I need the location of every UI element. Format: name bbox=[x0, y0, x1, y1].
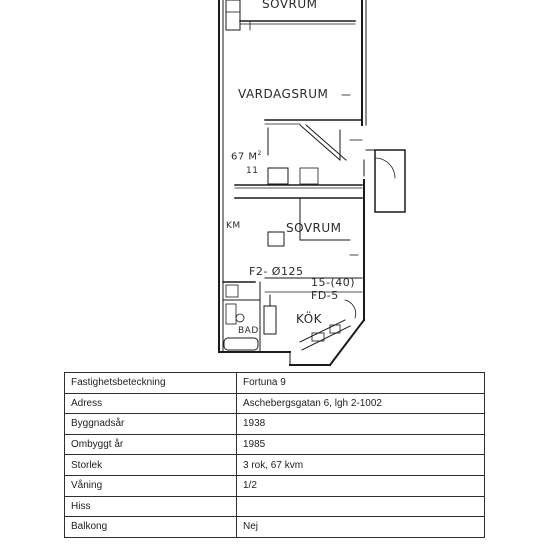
property-key: Fastighetsbeteckning bbox=[65, 373, 237, 394]
property-value: 1985 bbox=[237, 434, 485, 455]
room-label-kitchen: KÖK bbox=[296, 312, 323, 326]
table-row bbox=[65, 455, 485, 476]
property-key: Balkong bbox=[65, 517, 237, 538]
property-value: 1/2 bbox=[237, 475, 485, 496]
property-key: Storlek bbox=[65, 455, 237, 476]
property-value bbox=[237, 496, 485, 517]
room-label-bathroom: BAD bbox=[238, 326, 259, 336]
property-info-table bbox=[64, 372, 485, 538]
room-label-living-room: VARDAGSRUM bbox=[238, 87, 329, 101]
table-row bbox=[65, 373, 485, 394]
property-key: Ombyggt år bbox=[65, 434, 237, 455]
property-value: 1938 bbox=[237, 414, 485, 435]
floor-area-value: 67 M bbox=[231, 151, 258, 163]
property-key: Byggnadsår bbox=[65, 414, 237, 435]
room-label-bedroom-top: SOVRUM bbox=[262, 0, 318, 11]
property-key: Våning bbox=[65, 475, 237, 496]
table-row bbox=[65, 414, 485, 435]
property-value: 3 rok, 67 kvm bbox=[237, 455, 485, 476]
floor-area-unit-superscript: 2 bbox=[257, 150, 262, 157]
table-row bbox=[65, 496, 485, 517]
room-label-bedroom-middle: SOVRUM bbox=[286, 221, 342, 235]
table-row bbox=[65, 393, 485, 414]
dimension-label: KM bbox=[226, 221, 241, 231]
property-value: Aschebergsgatan 6, lgh 2-1002 bbox=[237, 393, 485, 414]
property-key: Hiss bbox=[65, 496, 237, 517]
floor-area-label bbox=[231, 150, 262, 162]
property-value: Nej bbox=[237, 517, 485, 538]
table-row bbox=[65, 517, 485, 538]
room-number-label: 11 bbox=[246, 166, 259, 176]
ventilation-device-label: FD-5 bbox=[311, 289, 339, 302]
property-value: Fortuna 9 bbox=[237, 373, 485, 394]
ventilation-label: F2- Ø125 bbox=[249, 265, 304, 278]
table-row bbox=[65, 434, 485, 455]
ventilation-flow-label: 15-(40) bbox=[311, 276, 356, 289]
property-key: Adress bbox=[65, 393, 237, 414]
table-row bbox=[65, 475, 485, 496]
